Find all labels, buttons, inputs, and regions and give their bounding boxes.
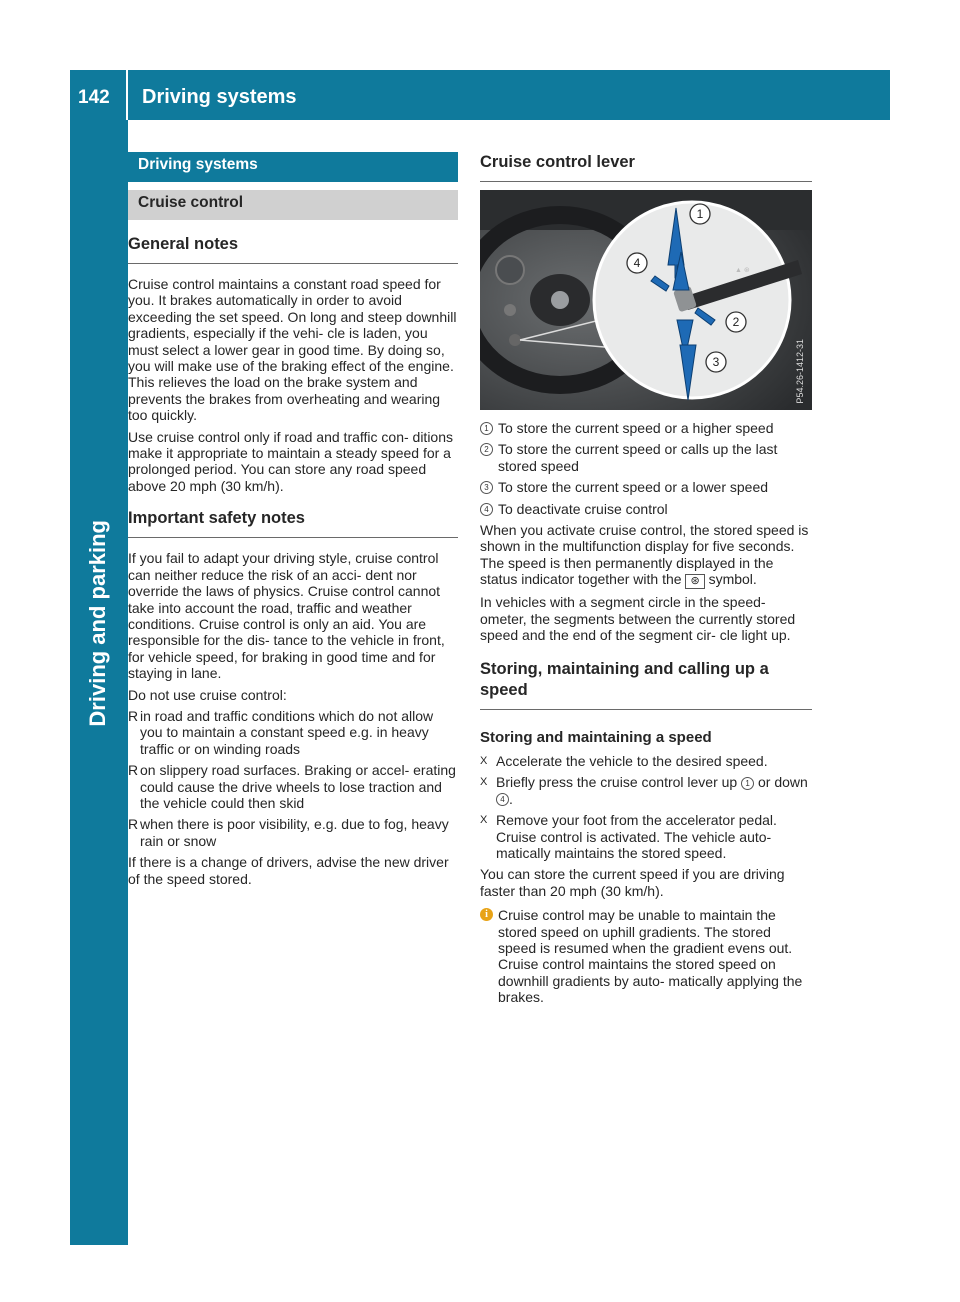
storing-heading: Storing, maintaining and calling up a speed: [480, 659, 812, 710]
list-item: [128, 816, 458, 849]
bullet-text: in road and traffic conditions which do not allow you to maintain a constant speed e.g. in heavy traffic or on winding roads: [140, 707, 434, 757]
step-text-b: or down: [758, 774, 808, 791]
callout-2: 2: [732, 315, 740, 329]
safety-paragraph-1: If you fail to adapt your driving style, cruise control can neither reduce the risk of an acci- dent nor override the laws of physics. Cruise control cannot take into account the road, traffic and weather conditions. Cruise control is only an aid. You are responsible for the dis- tance to the vehicle in front, for vehicle speed, for braking in good time and for staying in lane.: [128, 550, 445, 682]
item-text: To store the current speed or a lower speed: [498, 479, 769, 496]
page-number: 142: [78, 87, 110, 108]
header-divider: [126, 70, 128, 120]
step-text: Accelerate the vehicle to the desired speed.: [496, 752, 768, 769]
right-column: [480, 152, 812, 1006]
safety-notes-heading: Important safety notes: [128, 508, 458, 538]
item-number: 4: [480, 503, 493, 516]
item-number: 3: [480, 481, 493, 494]
lever-illustration: [480, 190, 812, 410]
item-text: To store the current speed or a higher speed: [498, 420, 774, 436]
side-chapter-label: Driving and parking: [85, 520, 110, 727]
activate-paragraph-1: [480, 522, 812, 589]
storing-subheading: Storing and maintaining a speed: [480, 729, 712, 747]
item-number: 2: [480, 443, 493, 456]
step-text-c: .: [509, 790, 513, 807]
bullet-text: when there is poor visibility, e.g. due to fog, heavy rain or snow: [140, 816, 449, 849]
figure-code: P54.26-1412-31: [794, 339, 805, 404]
general-notes-paragraph-2: Use cruise control only if road and traffic con- ditions make it appropriate to maintain a steady speed for a prolonged period. You can store any road speed above 20 mph (30 km/h).: [128, 428, 454, 494]
item-text: To store the current speed or calls up the last stored speed: [498, 441, 778, 474]
activate-text-a: When you activate cruise control, the stored speed is shown in the multifunction display for five seconds. The speed is then permanently displayed in the status indicator together with the: [480, 522, 809, 588]
step-arrow-icon: X: [480, 814, 488, 827]
section-heading: Driving systems: [128, 152, 458, 182]
safety-paragraph-3: If there is a change of drivers, advise the new driver of the speed stored.: [128, 854, 449, 887]
item-number: 4: [496, 793, 509, 806]
callout-3: 3: [712, 355, 720, 369]
step-arrow-icon: X: [480, 776, 488, 789]
left-column: [128, 152, 458, 892]
callout-1: 1: [696, 207, 704, 221]
item-number: 1: [741, 777, 754, 790]
safety-paragraph-2: Do not use cruise control:: [128, 686, 287, 703]
info-icon: i: [480, 908, 493, 921]
info-text: Cruise control may be unable to maintain the stored speed on uphill gradients. The stored speed is resumed when the gradient evens out. Cruise control maintains the stored speed on downhill gradients by auto- matically applying the brakes.: [498, 907, 803, 1006]
list-item: [128, 708, 458, 757]
cruise-control-lever-figure: [480, 190, 812, 410]
bullet-text: on slippery road surfaces. Braking or accel- erating could cause the drive wheels to lose traction and the vehicle could then skid: [140, 762, 456, 811]
item-number: 1: [480, 422, 493, 435]
list-item: [480, 441, 812, 474]
step-text-a: Briefly press the cruise control lever up: [496, 774, 738, 791]
activate-paragraph-2: In vehicles with a segment circle in the speed- ometer, the segments between the currently stored speed and the end of the segment cir- cle light up.: [480, 594, 796, 644]
item-text: To deactivate cruise control: [498, 500, 668, 517]
step-result: Cruise control is activated. The vehicle auto- matically maintains the stored speed.: [496, 828, 772, 861]
instruction-step: [480, 812, 812, 861]
general-notes-heading: General notes: [128, 234, 458, 264]
lever-heading: Cruise control lever: [480, 152, 812, 182]
info-note: [480, 907, 812, 1005]
header-title: Driving systems: [142, 86, 297, 108]
bullet-glyph: R: [128, 762, 139, 779]
list-item: [480, 479, 812, 495]
instruction-step: [480, 753, 812, 769]
step-arrow-icon: X: [480, 754, 488, 767]
general-notes-paragraph-1: Cruise control maintains a constant road speed for you. It brakes automatically in order to avoid exceeding the set speed. On long and steep downhill gradients, especially if the vehi- cle is laden, you must select a lower gear in good time. By doing so, you will make use of the braking effect of the engine. This relieves the load on the brake system and prevents the brakes from overheating and wearing too quickly.: [128, 276, 457, 424]
callout-4: 4: [633, 256, 641, 270]
bullet-glyph: R: [128, 816, 139, 833]
svg-text:▲ ⊛: ▲ ⊛: [735, 267, 750, 274]
step-text: Remove your foot from the accelerator pedal.: [496, 812, 777, 829]
list-item: [128, 762, 458, 811]
subsection-heading: Cruise control: [128, 190, 458, 220]
bullet-glyph: R: [128, 707, 139, 724]
instruction-step: [480, 774, 812, 807]
store-paragraph: You can store the current speed if you are driving faster than 20 mph (30 km/h).: [480, 866, 785, 899]
page-header-bar: [70, 70, 890, 120]
activate-text-b: symbol.: [708, 571, 757, 588]
list-item: [480, 501, 812, 517]
cruise-control-symbol-icon: ⊛: [685, 574, 704, 589]
list-item: [480, 420, 812, 436]
